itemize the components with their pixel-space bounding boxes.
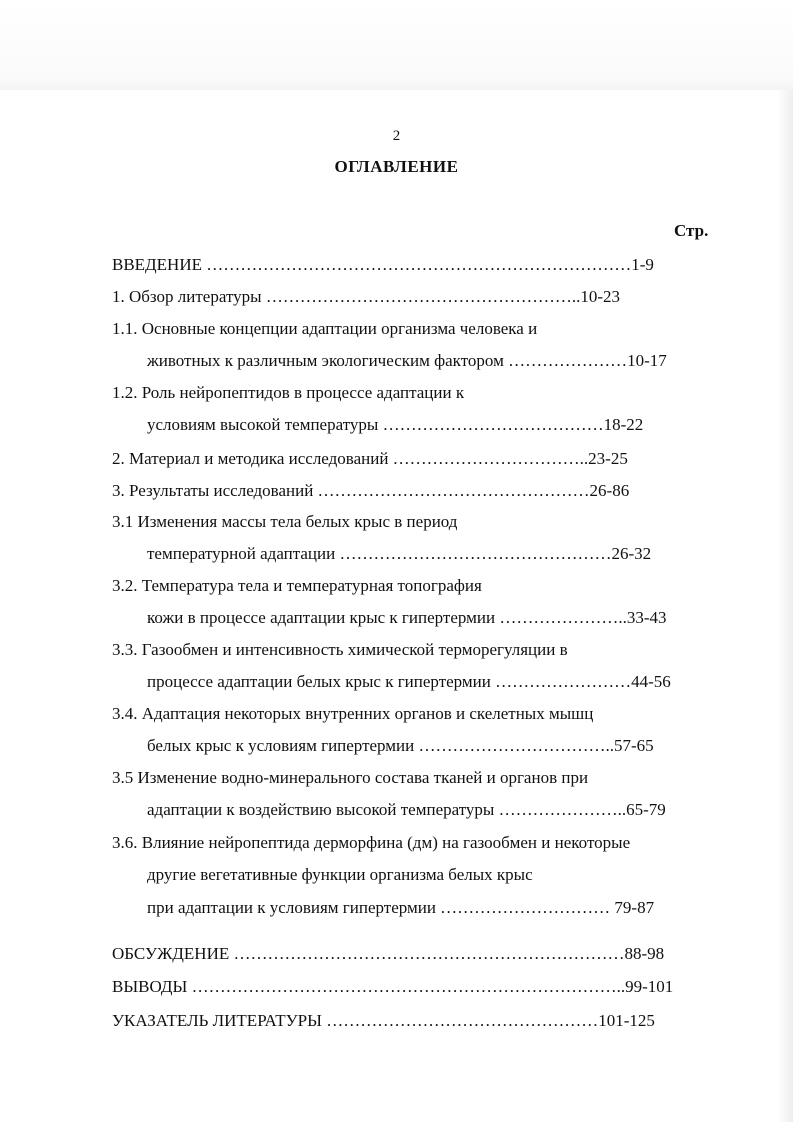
- toc-entry-3-5-continued: адаптации к воздействию высокой температуры …………………..65-79: [147, 800, 666, 819]
- toc-entry-3-4: 3.4. Адаптация некоторых внутренних органов и скелетных мышц: [112, 704, 594, 723]
- scan-border-right: [777, 90, 793, 1122]
- toc-entry-3-2: 3.2. Температура тела и температурная топография: [112, 576, 482, 595]
- toc-entry-3-1-continued: температурной адаптации …………………………………………26-32: [147, 544, 652, 563]
- toc-entry-1: 1. Обзор литературы ………………………………………………..10-23: [112, 287, 620, 306]
- toc-entry-3-1: 3.1 Изменения массы тела белых крыс в период: [112, 512, 458, 531]
- toc-entry-3-3-continued: процессе адаптации белых крыс к гипертермии ……………………44-56: [147, 672, 671, 691]
- toc-entry-3-3: 3.3. Газообмен и интенсивность химической терморегуляции в: [112, 640, 568, 659]
- toc-entry-2: 2. Материал и методика исследований ……………………………..23-25: [112, 449, 628, 468]
- toc-entry-1-1-continued: животных к различным экологическим фактором …………………10-17: [147, 351, 667, 370]
- toc-entry-conclusions: ВЫВОДЫ …………………………………………………………………..99-101: [112, 977, 674, 996]
- toc-entry-3-6-continued-2: при адаптации к условиям гипертермии ………………………… 79-87: [147, 898, 655, 917]
- toc-entry-references: УКАЗАТЕЛЬ ЛИТЕРАТУРЫ …………………………………………101-125: [112, 1011, 655, 1030]
- toc-entry-3-2-continued: кожи в процессе адаптации крыс к гипертермии …………………..33-43: [147, 608, 667, 627]
- toc-entry-3-6: 3.6. Влияние нейропептида дерморфина (дм) на газообмен и некоторые: [112, 833, 631, 852]
- toc-entry-3-6-continued-1: другие вегетативные функции организма белых крыс: [147, 865, 533, 884]
- toc-entry-1-2: 1.2. Роль нейропептидов в процессе адаптации к: [112, 383, 465, 402]
- toc-entry-1-1: 1.1. Основные концепции адаптации организма человека и: [112, 319, 538, 338]
- toc-entry-introduction: ВВЕДЕНИЕ …………………………………………………………………1-9: [112, 255, 654, 274]
- toc-entry-3-5: 3.5 Изменение водно-минерального состава тканей и органов при: [112, 768, 589, 787]
- scan-border-top: [0, 0, 793, 90]
- page-title: ОГЛАВЛЕНИЕ: [334, 157, 459, 176]
- toc-entry-3: 3. Результаты исследований …………………………………………26-86: [112, 481, 630, 500]
- pages-column-header: Стр.: [674, 221, 709, 240]
- page-number: 2: [392, 128, 401, 144]
- toc-entry-discussion: ОБСУЖДЕНИЕ ……………………………………………………………88-98: [112, 944, 665, 963]
- toc-entry-3-4-continued: белых крыс к условиям гипертермии ……………………………..57-65: [147, 736, 654, 755]
- toc-entry-1-2-continued: условиям высокой температуры …………………………………18-22: [147, 415, 644, 434]
